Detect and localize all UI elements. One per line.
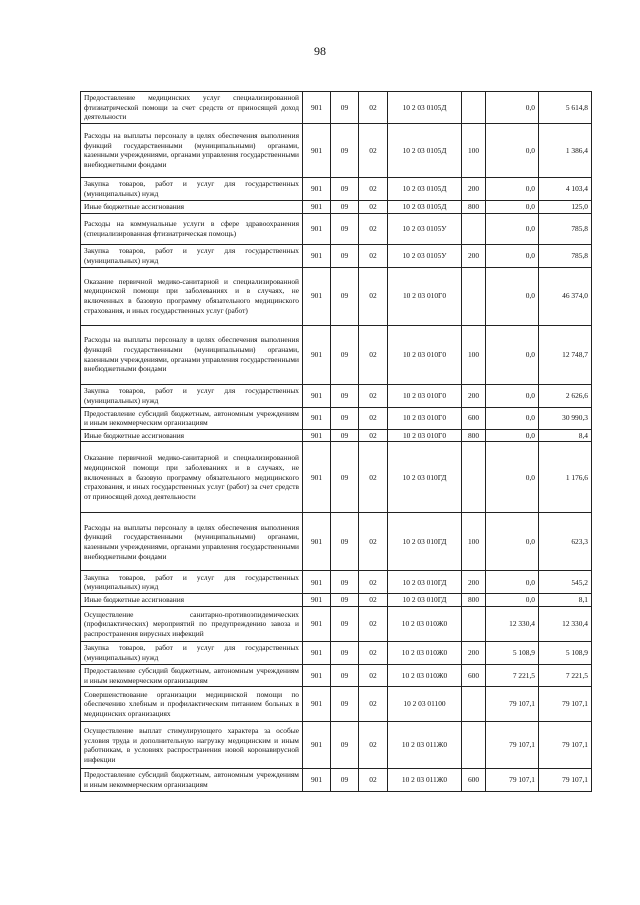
section-code-cell: 09 [331,513,359,571]
subsection-code-cell: 02 [359,722,388,769]
grbs-code-cell: 901 [303,213,331,244]
expense-name-cell: Закупка товаров, работ и услуг для государственных (муниципальных) нужд [81,571,303,594]
grbs-code-cell: 901 [303,607,331,642]
section-code-cell: 09 [331,571,359,594]
amount-total-cell: 4 103,4 [539,177,592,200]
target-article-cell: 10 2 03 010Г0 [388,384,462,407]
table-row [81,92,592,124]
target-article-cell: 10 2 03 0105У [388,213,462,244]
grbs-code-cell: 901 [303,442,331,513]
expense-type-cell [462,722,486,769]
expense-name-cell: Расходы на выплаты персоналу в целях обеспечения выполнения функций государственными (муниципальными) органами, казенными учреждениями, органами управления государственными внебюджетными фондами [81,513,303,571]
table-row [81,123,592,177]
expense-name-cell: Осуществление выплат стимулирующего характера за особые условия труда и дополнительную нагрузку медицинским и иным работникам, в условиях распространения новой коронавирусной инфекции [81,722,303,769]
expense-type-cell: 100 [462,123,486,177]
section-code-cell: 09 [331,769,359,791]
section-code-cell: 09 [331,92,359,124]
target-article-cell: 10 2 03 0105У [388,244,462,267]
amount-cell: 0,0 [486,407,539,429]
amount-cell: 7 221,5 [486,665,539,687]
table-row [81,607,592,642]
table-row [81,267,592,325]
target-article-cell: 10 2 03 010ГД [388,571,462,594]
amount-total-cell: 2 626,6 [539,384,592,407]
grbs-code-cell: 901 [303,429,331,442]
grbs-code-cell: 901 [303,769,331,791]
grbs-code-cell: 901 [303,594,331,607]
grbs-code-cell: 901 [303,92,331,124]
table-row [81,213,592,244]
section-code-cell: 09 [331,642,359,665]
amount-cell: 0,0 [486,92,539,124]
grbs-code-cell: 901 [303,200,331,213]
amount-total-cell: 785,8 [539,244,592,267]
section-code-cell: 09 [331,267,359,325]
table-row [81,177,592,200]
subsection-code-cell: 02 [359,213,388,244]
expense-type-cell: 200 [462,177,486,200]
table-row [81,513,592,571]
target-article-cell: 10 2 03 010Ж0 [388,642,462,665]
target-article-cell: 10 2 03 010ГД [388,442,462,513]
grbs-code-cell: 901 [303,722,331,769]
subsection-code-cell: 02 [359,687,388,722]
subsection-code-cell: 02 [359,642,388,665]
grbs-code-cell: 901 [303,325,331,384]
section-code-cell: 09 [331,200,359,213]
subsection-code-cell: 02 [359,384,388,407]
budget-table [80,91,592,792]
expense-type-cell [462,213,486,244]
amount-cell: 0,0 [486,325,539,384]
grbs-code-cell: 901 [303,244,331,267]
target-article-cell: 10 2 03 010ГД [388,513,462,571]
amount-total-cell: 7 221,5 [539,665,592,687]
subsection-code-cell: 02 [359,267,388,325]
subsection-code-cell: 02 [359,513,388,571]
section-code-cell: 09 [331,442,359,513]
target-article-cell: 10 2 03 0105Д [388,123,462,177]
expense-type-cell: 800 [462,429,486,442]
expense-name-cell: Предоставление субсидий бюджетным, автономным учреждениям и иным некоммерческим организациям [81,665,303,687]
expense-type-cell [462,607,486,642]
amount-cell: 0,0 [486,513,539,571]
amount-cell: 0,0 [486,594,539,607]
table-row [81,244,592,267]
expense-type-cell [462,442,486,513]
expense-type-cell: 600 [462,407,486,429]
expense-name-cell: Закупка товаров, работ и услуг для государственных (муниципальных) нужд [81,642,303,665]
subsection-code-cell: 02 [359,407,388,429]
amount-cell: 79 107,1 [486,722,539,769]
amount-cell: 0,0 [486,442,539,513]
expense-type-cell [462,267,486,325]
target-article-cell: 10 2 03 010Г0 [388,325,462,384]
amount-total-cell: 785,8 [539,213,592,244]
expense-name-cell: Осуществление санитарно-противоэпидемических (профилактических) мероприятий по предупреждению завоза и распространения вирусных инфекций [81,607,303,642]
target-article-cell: 10 2 03 010Ж0 [388,665,462,687]
table-row [81,442,592,513]
section-code-cell: 09 [331,213,359,244]
section-code-cell: 09 [331,407,359,429]
table-row [81,722,592,769]
expense-type-cell: 100 [462,513,486,571]
amount-total-cell: 79 107,1 [539,769,592,791]
table-row [81,665,592,687]
amount-total-cell: 5 614,8 [539,92,592,124]
amount-cell: 0,0 [486,123,539,177]
expense-type-cell: 600 [462,665,486,687]
amount-cell: 79 107,1 [486,769,539,791]
grbs-code-cell: 901 [303,513,331,571]
expense-name-cell: Закупка товаров, работ и услуг для государственных (муниципальных) нужд [81,244,303,267]
expense-name-cell: Совершенствование организации медицинской помощи по обеспечению хлебным и профилактическим питанием больных в медицинских организациях [81,687,303,722]
amount-total-cell: 125,0 [539,200,592,213]
table-row [81,200,592,213]
target-article-cell: 10 2 03 0105Д [388,177,462,200]
page-number: 98 [314,44,326,58]
expense-type-cell: 800 [462,594,486,607]
amount-cell: 0,0 [486,177,539,200]
amount-total-cell: 79 107,1 [539,722,592,769]
grbs-code-cell: 901 [303,687,331,722]
target-article-cell: 10 2 03 010Г0 [388,429,462,442]
table-row [81,407,592,429]
amount-total-cell: 12 330,4 [539,607,592,642]
subsection-code-cell: 02 [359,665,388,687]
amount-cell: 0,0 [486,429,539,442]
amount-total-cell: 46 374,0 [539,267,592,325]
table-row [81,571,592,594]
section-code-cell: 09 [331,123,359,177]
amount-total-cell: 8,4 [539,429,592,442]
target-article-cell: 10 2 03 010ГД [388,594,462,607]
expense-name-cell: Расходы на выплаты персоналу в целях обеспечения выполнения функций государственными (муниципальными) органами, казенными учреждениями, органами управления государственными внебюджетными фондами [81,325,303,384]
expense-name-cell: Оказание первичной медико-санитарной и специализированной медицинской помощи при заболеваниях и в случаях, не включенных в базовую программу обязательного медицинского страхования, и иных государственных услуг (работ) за счет средств от приносящей доход деятельности [81,442,303,513]
amount-total-cell: 1 176,6 [539,442,592,513]
table-row [81,429,592,442]
section-code-cell: 09 [331,607,359,642]
amount-cell: 0,0 [486,384,539,407]
section-code-cell: 09 [331,687,359,722]
expense-type-cell [462,92,486,124]
amount-cell: 0,0 [486,267,539,325]
section-code-cell: 09 [331,665,359,687]
section-code-cell: 09 [331,177,359,200]
expense-name-cell: Закупка товаров, работ и услуг для государственных (муниципальных) нужд [81,384,303,407]
subsection-code-cell: 02 [359,200,388,213]
expense-type-cell: 200 [462,384,486,407]
amount-total-cell: 8,1 [539,594,592,607]
grbs-code-cell: 901 [303,177,331,200]
table-row [81,769,592,791]
subsection-code-cell: 02 [359,325,388,384]
amount-total-cell: 12 748,7 [539,325,592,384]
amount-total-cell: 30 990,3 [539,407,592,429]
amount-cell: 0,0 [486,213,539,244]
amount-cell: 79 107,1 [486,687,539,722]
amount-total-cell: 5 108,9 [539,642,592,665]
table-row [81,642,592,665]
expense-name-cell: Предоставление медицинских услуг специализированной фтизиатрической помощи за счет средств от приносящей доход деятельности [81,92,303,124]
subsection-code-cell: 02 [359,92,388,124]
target-article-cell: 10 2 03 011Ж0 [388,722,462,769]
subsection-code-cell: 02 [359,607,388,642]
amount-total-cell: 545,2 [539,571,592,594]
expense-name-cell: Иные бюджетные ассигнования [81,594,303,607]
expense-type-cell: 200 [462,244,486,267]
expense-type-cell: 200 [462,642,486,665]
subsection-code-cell: 02 [359,123,388,177]
grbs-code-cell: 901 [303,407,331,429]
target-article-cell: 10 2 03 010Ж0 [388,607,462,642]
table-row [81,384,592,407]
subsection-code-cell: 02 [359,177,388,200]
section-code-cell: 09 [331,244,359,267]
subsection-code-cell: 02 [359,244,388,267]
grbs-code-cell: 901 [303,642,331,665]
grbs-code-cell: 901 [303,665,331,687]
section-code-cell: 09 [331,429,359,442]
expense-name-cell: Закупка товаров, работ и услуг для государственных (муниципальных) нужд [81,177,303,200]
target-article-cell: 10 2 03 011Ж0 [388,769,462,791]
amount-total-cell: 623,3 [539,513,592,571]
expense-name-cell: Расходы на коммунальные услуги в сфере здравоохранения (специализированная фтизиатрическая помощь) [81,213,303,244]
target-article-cell: 10 2 03 010Г0 [388,267,462,325]
section-code-cell: 09 [331,722,359,769]
expense-type-cell: 800 [462,200,486,213]
subsection-code-cell: 02 [359,594,388,607]
table-row [81,325,592,384]
section-code-cell: 09 [331,325,359,384]
table-row [81,687,592,722]
amount-cell: 5 108,9 [486,642,539,665]
amount-cell: 0,0 [486,244,539,267]
expense-type-cell: 200 [462,571,486,594]
expense-type-cell: 100 [462,325,486,384]
table-row [81,594,592,607]
subsection-code-cell: 02 [359,442,388,513]
expense-name-cell: Иные бюджетные ассигнования [81,429,303,442]
budget-table-body [81,92,592,792]
section-code-cell: 09 [331,594,359,607]
target-article-cell: 10 2 03 0105Д [388,92,462,124]
amount-cell: 0,0 [486,200,539,213]
subsection-code-cell: 02 [359,769,388,791]
expense-name-cell: Оказание первичной медико-санитарной и специализированной медицинской помощи при заболеваниях и в случаях, не включенных в базовую программу обязательного медицинского страхования, и иных государственных услуг (работ) [81,267,303,325]
amount-cell: 0,0 [486,571,539,594]
target-article-cell: 10 2 03 0105Д [388,200,462,213]
grbs-code-cell: 901 [303,123,331,177]
amount-total-cell: 79 107,1 [539,687,592,722]
amount-total-cell: 1 386,4 [539,123,592,177]
expense-name-cell: Предоставление субсидий бюджетным, автономным учреждениям и иным некоммерческим организациям [81,407,303,429]
target-article-cell: 10 2 03 01100 [388,687,462,722]
grbs-code-cell: 901 [303,571,331,594]
expense-type-cell: 600 [462,769,486,791]
subsection-code-cell: 02 [359,429,388,442]
grbs-code-cell: 901 [303,267,331,325]
grbs-code-cell: 901 [303,384,331,407]
expense-name-cell: Предоставление субсидий бюджетным, автономным учреждениям и иным некоммерческим организациям [81,769,303,791]
expense-name-cell: Расходы на выплаты персоналу в целях обеспечения выполнения функций государственными (муниципальными) органами, казенными учреждениями, органами управления государственными внебюджетными фондами [81,123,303,177]
expense-type-cell [462,687,486,722]
amount-cell: 12 330,4 [486,607,539,642]
section-code-cell: 09 [331,384,359,407]
expense-name-cell: Иные бюджетные ассигнования [81,200,303,213]
subsection-code-cell: 02 [359,571,388,594]
target-article-cell: 10 2 03 010Г0 [388,407,462,429]
